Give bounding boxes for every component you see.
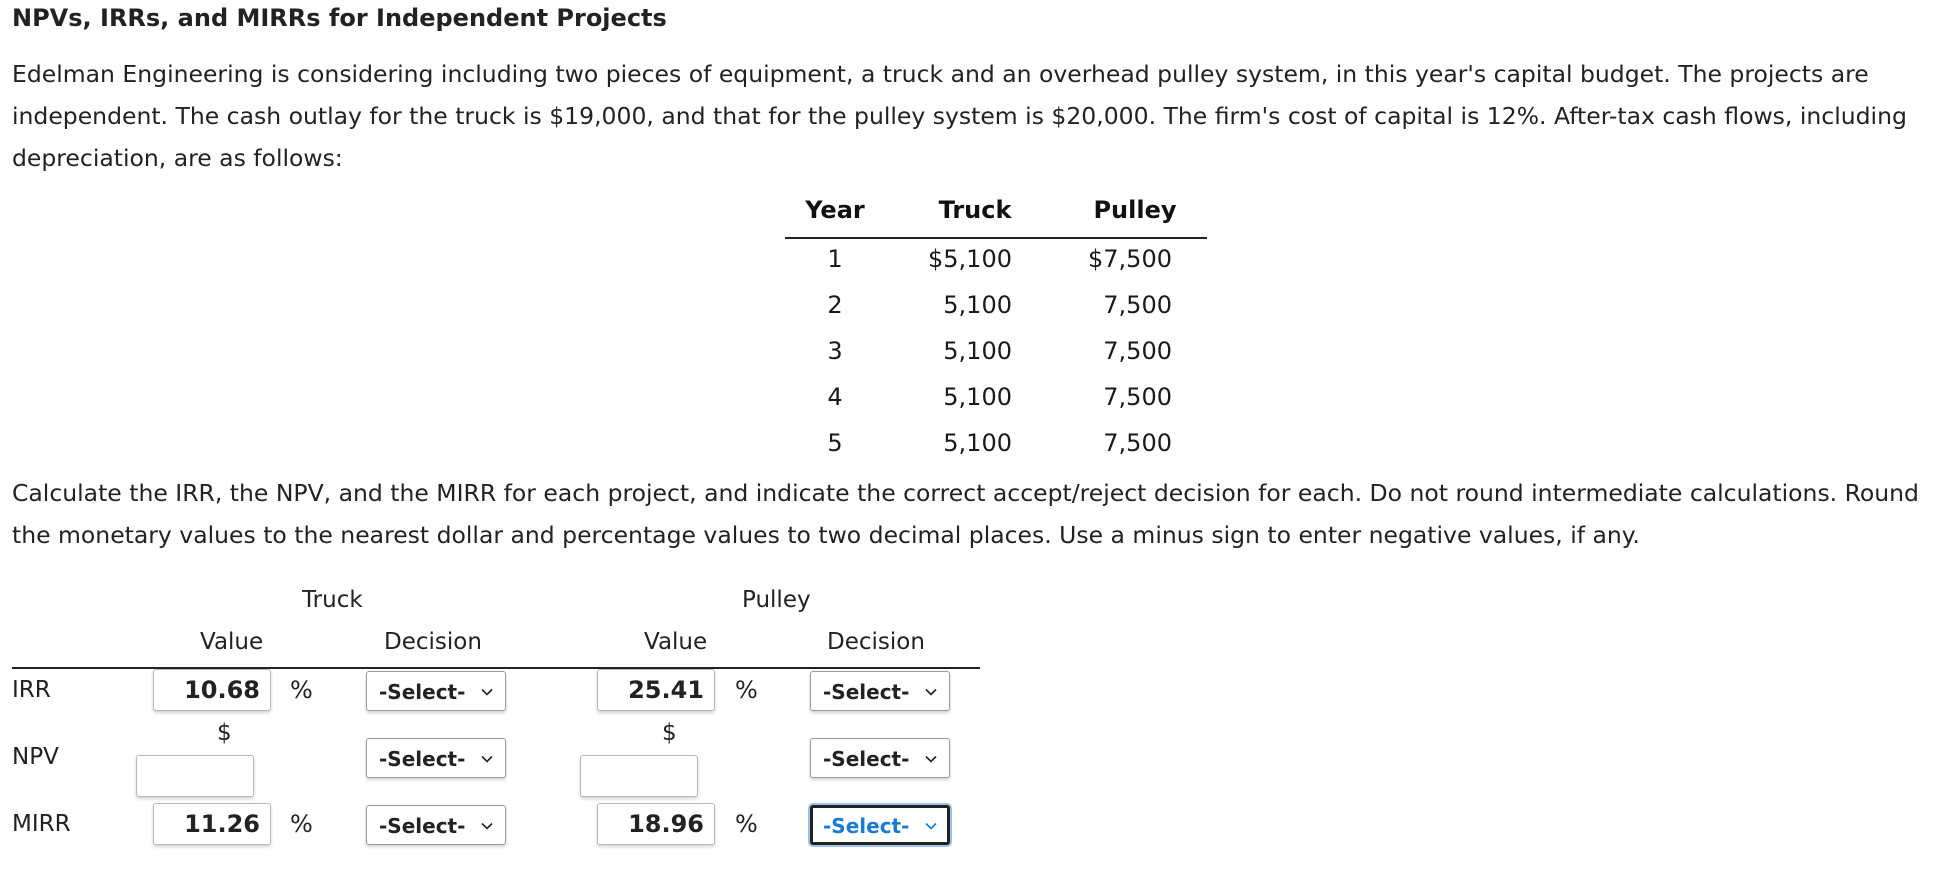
select-value: -Select- [823,814,910,838]
truck-irr-input[interactable]: 10.68 [153,669,271,711]
pulley-mirr-decision-select[interactable] [810,805,950,845]
truck-cash-flow: 5,100 [943,337,1012,365]
truck-cash-flow: 5,100 [943,383,1012,411]
table-header-rule [785,237,1207,239]
truck-npv-input[interactable] [136,755,254,797]
select-value: -Select- [823,680,910,704]
group-label-pulley: Pulley [742,587,811,613]
row-label-npv: NPV [12,744,59,770]
pulley-cash-flow: 7,500 [1103,291,1172,319]
percent-sign: % [735,676,758,704]
column-pulley-value: Value [644,629,708,655]
chevron-down-icon [925,686,937,698]
column-truck-value: Value [200,629,264,655]
truck-cash-flow: 5,100 [943,429,1012,457]
year-cell: 5 [827,429,843,457]
chevron-down-icon [481,686,493,698]
pulley-npv-input[interactable] [580,755,698,797]
year-cell: 2 [827,291,843,319]
percent-sign: % [735,810,758,838]
pulley-mirr-input[interactable]: 18.96 [597,803,715,845]
truck-mirr-input[interactable]: 11.26 [153,803,271,845]
truck-npv-decision-select[interactable] [366,738,506,778]
chevron-down-icon [481,820,493,832]
column-truck-decision: Decision [384,629,482,655]
chevron-down-icon [481,753,493,765]
pulley-cash-flow: 7,500 [1103,429,1172,457]
header-truck: Truck [938,196,1012,224]
column-pulley-decision: Decision [827,629,925,655]
truck-cash-flow: 5,100 [943,291,1012,319]
pulley-npv-decision-select[interactable] [810,738,950,778]
pulley-irr-input[interactable]: 25.41 [597,669,715,711]
header-pulley: Pulley [1093,196,1177,224]
pulley-cash-flow: $7,500 [1088,245,1172,273]
select-value: -Select- [379,747,466,771]
truck-cash-flow: $5,100 [928,245,1012,273]
chevron-down-icon [925,820,937,832]
dollar-sign: $ [217,720,232,746]
select-value: -Select- [379,814,466,838]
pulley-cash-flow: 7,500 [1103,337,1172,365]
row-label-irr: IRR [12,677,51,703]
percent-sign: % [290,810,313,838]
instructions: Calculate the IRR, the NPV, and the MIRR for each project, and indicate the correct accept/reject decision for each. Do not round intermediate calculations. Round the monetary values to the nearest dollar and percentage values to two decimal places. Use a minus sign to enter negative values, if any. [12,479,1919,549]
select-value: -Select- [823,747,910,771]
header-year: Year [805,196,865,224]
page-title: NPVs, IRRs, and MIRRs for Independent Projects [12,4,667,32]
problem-intro: Edelman Engineering is considering including two pieces of equipment, a truck and an overhead pulley system, in this year's capital budget. The projects are independent. The cash outlay for the truck is $19,000, and that for the pulley system is $20,000. The firm's cost of capital is 12%. After-tax cash flows, including depreciation, are as follows: [12,60,1907,172]
year-cell: 1 [827,245,843,273]
truck-mirr-decision-select[interactable] [366,805,506,845]
select-value: -Select- [379,680,466,704]
pulley-cash-flow: 7,500 [1103,383,1172,411]
year-cell: 3 [827,337,843,365]
year-cell: 4 [827,383,843,411]
pulley-irr-decision-select[interactable] [810,671,950,711]
percent-sign: % [290,676,313,704]
group-label-truck: Truck [302,587,363,613]
chevron-down-icon [925,753,937,765]
row-label-mirr: MIRR [12,811,71,837]
dollar-sign: $ [662,720,677,746]
truck-irr-decision-select[interactable] [366,671,506,711]
